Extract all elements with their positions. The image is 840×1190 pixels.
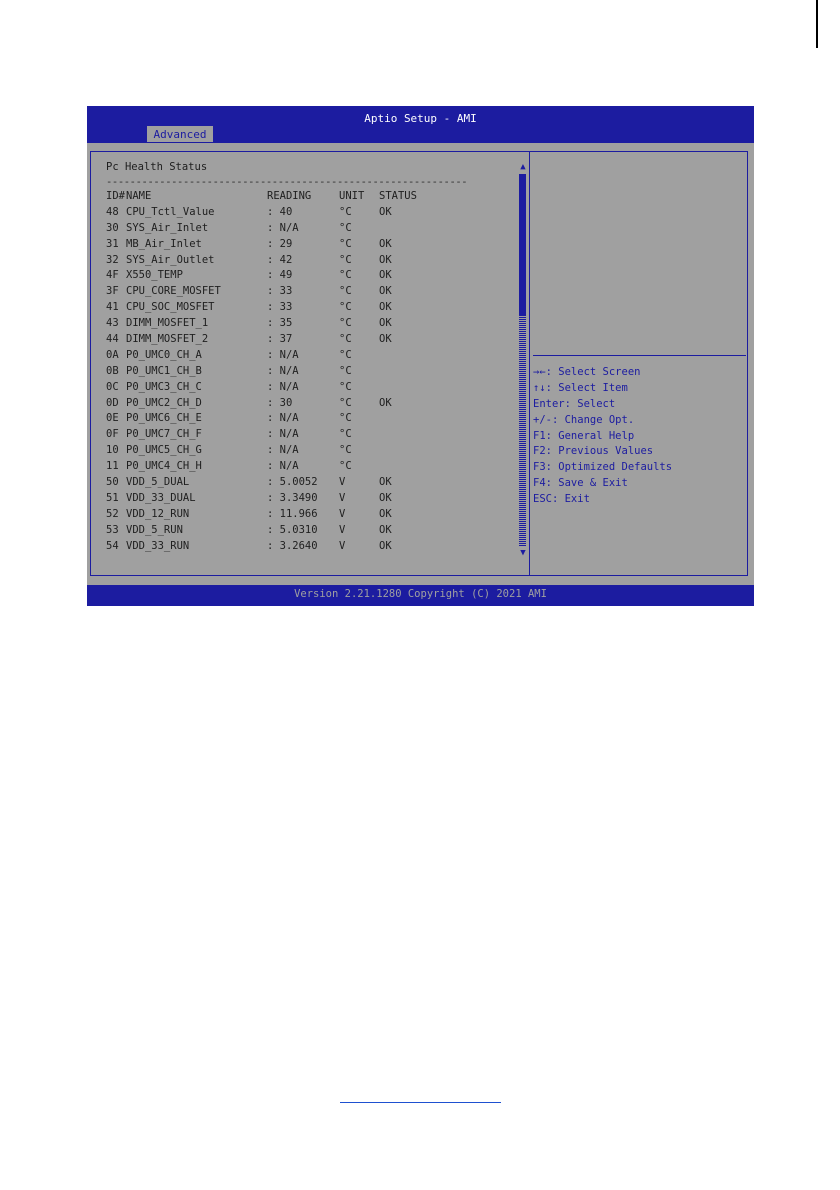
panel-divider <box>529 151 530 576</box>
cell-unit: °C <box>339 237 352 250</box>
table-row[interactable] <box>106 523 518 539</box>
cell-reading: : 11.966 <box>267 507 318 520</box>
cell-status: OK <box>379 317 392 330</box>
table-row[interactable] <box>106 268 518 284</box>
cell-id: 48 <box>106 205 119 218</box>
scroll-up-icon[interactable]: ▲ <box>520 162 526 172</box>
cell-status: OK <box>379 539 392 552</box>
cell-id: 11 <box>106 460 119 473</box>
help-item: F3: Optimized Defaults <box>533 461 673 474</box>
help-item: ESC: Exit <box>533 493 590 506</box>
table-row[interactable] <box>106 348 518 364</box>
cell-reading: : 49 <box>267 269 293 282</box>
scroll-thumb[interactable] <box>519 174 526 315</box>
cell-name: P0_UMC1_CH_B <box>126 364 202 377</box>
cell-id: 0C <box>106 380 119 393</box>
cell-unit: °C <box>339 380 352 393</box>
cell-reading: : 5.0052 <box>267 476 318 489</box>
table-row[interactable] <box>106 300 518 316</box>
cell-name: P0_UMC7_CH_F <box>126 428 202 441</box>
cell-unit: °C <box>339 269 352 282</box>
cell-name: SYS_Air_Outlet <box>126 253 215 266</box>
cell-status: OK <box>379 476 392 489</box>
cell-reading: : N/A <box>267 380 299 393</box>
table-row[interactable] <box>106 491 518 507</box>
cell-unit: V <box>339 539 346 552</box>
cell-status: OK <box>379 396 392 409</box>
cell-unit: V <box>339 491 346 504</box>
health-status-list <box>106 159 518 554</box>
table-row[interactable] <box>106 507 518 523</box>
cell-id: 44 <box>106 333 119 346</box>
table-row[interactable] <box>106 475 518 491</box>
cell-reading: : 3.3490 <box>267 491 318 504</box>
cell-unit: °C <box>339 205 352 218</box>
column-header-id: ID# <box>106 190 125 202</box>
tab-advanced[interactable]: Advanced <box>147 126 213 142</box>
cell-unit: °C <box>339 412 352 425</box>
table-row[interactable] <box>106 443 518 459</box>
table-row[interactable] <box>106 459 518 475</box>
cell-unit: °C <box>339 428 352 441</box>
help-item: →←: Select Screen <box>533 366 641 378</box>
cell-name: P0_UMC5_CH_G <box>126 444 202 457</box>
help-item: F4: Save & Exit <box>533 477 628 490</box>
help-item: ↑↓: Select Item <box>533 381 628 394</box>
cell-reading: : N/A <box>267 364 299 377</box>
help-item: F1: General Help <box>533 429 635 442</box>
page-title: Pc Health Status <box>106 161 208 173</box>
table-row[interactable] <box>106 364 518 380</box>
help-item: +/-: Change Opt. <box>533 413 635 426</box>
cell-reading: : 37 <box>267 333 293 346</box>
cell-status: OK <box>379 491 392 504</box>
cell-name: DIMM_MOSFET_1 <box>126 317 209 330</box>
table-row[interactable] <box>106 316 518 332</box>
table-row[interactable] <box>106 237 518 253</box>
cell-unit: °C <box>339 253 352 266</box>
cell-name: P0_UMC6_CH_E <box>126 412 202 425</box>
table-row[interactable] <box>106 396 518 412</box>
scroll-down-icon[interactable]: ▼ <box>520 548 526 558</box>
cell-reading: : 30 <box>267 396 293 409</box>
cell-id: 32 <box>106 253 119 266</box>
cell-unit: °C <box>339 444 352 457</box>
table-row[interactable] <box>106 284 518 300</box>
cell-id: 10 <box>106 444 119 457</box>
cell-unit: °C <box>339 317 352 330</box>
cell-name: CPU_Tctl_Value <box>126 205 215 218</box>
cell-id: 53 <box>106 523 119 536</box>
cell-reading: : N/A <box>267 412 299 425</box>
scrollbar[interactable] <box>517 162 529 558</box>
cell-unit: °C <box>339 348 352 361</box>
cell-id: 51 <box>106 491 119 504</box>
version-footer: Version 2.21.1280 Copyright (C) 2021 AMI <box>294 588 547 600</box>
cell-id: 50 <box>106 476 119 489</box>
cell-name: VDD_12_RUN <box>126 507 190 520</box>
cell-name: VDD_5_RUN <box>126 523 183 536</box>
cell-id: 43 <box>106 317 119 330</box>
column-header-status: STATUS <box>379 190 417 202</box>
column-header-reading: READING <box>267 190 312 202</box>
cell-id: 4F <box>106 269 119 282</box>
cell-id: 30 <box>106 221 119 234</box>
cell-name: MB_Air_Inlet <box>126 237 202 250</box>
table-row[interactable] <box>106 411 518 427</box>
cell-reading: : 5.0310 <box>267 523 318 536</box>
cell-reading: : 29 <box>267 237 293 250</box>
cell-status: OK <box>379 237 392 250</box>
help-item: Enter: Select <box>533 397 616 410</box>
table-row[interactable] <box>106 380 518 396</box>
table-row[interactable] <box>106 205 518 221</box>
cell-id: 0B <box>106 364 119 377</box>
cell-unit: °C <box>339 285 352 298</box>
cell-reading: : 42 <box>267 253 293 266</box>
table-row[interactable] <box>106 427 518 443</box>
cell-status: OK <box>379 333 392 346</box>
cell-name: DIMM_MOSFET_2 <box>126 333 209 346</box>
cell-reading: : N/A <box>267 428 299 441</box>
table-row[interactable] <box>106 221 518 237</box>
table-row[interactable] <box>106 253 518 269</box>
help-item: F2: Previous Values <box>533 445 654 458</box>
cell-unit: °C <box>339 364 352 377</box>
cell-name: P0_UMC2_CH_D <box>126 396 202 409</box>
page-margin-rule <box>816 0 818 48</box>
cell-name: CPU_CORE_MOSFET <box>126 285 221 298</box>
cell-reading: : 40 <box>267 205 293 218</box>
cell-id: 0D <box>106 396 119 409</box>
cell-name: VDD_5_DUAL <box>126 476 190 489</box>
cell-reading: : N/A <box>267 444 299 457</box>
table-row[interactable] <box>106 332 518 348</box>
cell-name: VDD_33_DUAL <box>126 491 196 504</box>
cell-name: CPU_SOC_MOSFET <box>126 301 215 314</box>
cell-status: OK <box>379 523 392 536</box>
cell-status: OK <box>379 507 392 520</box>
column-header-row <box>106 189 518 205</box>
cell-unit: °C <box>339 460 352 473</box>
sensor-rows <box>106 205 518 555</box>
cell-id: 0F <box>106 428 119 441</box>
cell-unit: °C <box>339 301 352 314</box>
bios-screen <box>87 106 754 606</box>
cell-unit: °C <box>339 396 352 409</box>
cell-status: OK <box>379 269 392 282</box>
help-divider <box>533 355 746 356</box>
window-title: Aptio Setup - AMI <box>364 112 477 125</box>
cell-reading: : N/A <box>267 221 299 234</box>
cell-status: OK <box>379 285 392 298</box>
cell-id: 54 <box>106 539 119 552</box>
cell-reading: : 33 <box>267 301 293 314</box>
cell-id: 52 <box>106 507 119 520</box>
separator-line: ------------------------------------------------------------- <box>106 176 468 188</box>
cell-unit: V <box>339 507 346 520</box>
cell-name: P0_UMC0_CH_A <box>126 348 202 361</box>
key-help-panel <box>533 365 746 508</box>
column-header-name: NAME <box>126 190 152 202</box>
cell-reading: : 3.2640 <box>267 539 318 552</box>
cell-status: OK <box>379 205 392 218</box>
cell-status: OK <box>379 253 392 266</box>
cell-name: P0_UMC3_CH_C <box>126 380 202 393</box>
cell-unit: V <box>339 523 346 536</box>
cell-id: 0A <box>106 348 119 361</box>
cell-id: 31 <box>106 237 119 250</box>
cell-name: VDD_33_RUN <box>126 539 190 552</box>
cell-id: 41 <box>106 301 119 314</box>
cell-reading: : 33 <box>267 285 293 298</box>
cell-unit: °C <box>339 333 352 346</box>
main-panel <box>87 143 754 585</box>
table-row[interactable] <box>106 539 518 555</box>
cell-name: X550_TEMP <box>126 269 183 282</box>
cell-reading: : N/A <box>267 348 299 361</box>
cell-name: P0_UMC4_CH_H <box>126 460 202 473</box>
cell-id: 3F <box>106 285 119 298</box>
cell-name: SYS_Air_Inlet <box>126 221 209 234</box>
cell-unit: °C <box>339 221 352 234</box>
column-header-unit: UNIT <box>339 190 365 202</box>
cell-status: OK <box>379 301 392 314</box>
cell-id: 0E <box>106 412 119 425</box>
cell-reading: : 35 <box>267 317 293 330</box>
cell-reading: : N/A <box>267 460 299 473</box>
page-link-underline <box>340 1102 501 1103</box>
cell-unit: V <box>339 476 346 489</box>
